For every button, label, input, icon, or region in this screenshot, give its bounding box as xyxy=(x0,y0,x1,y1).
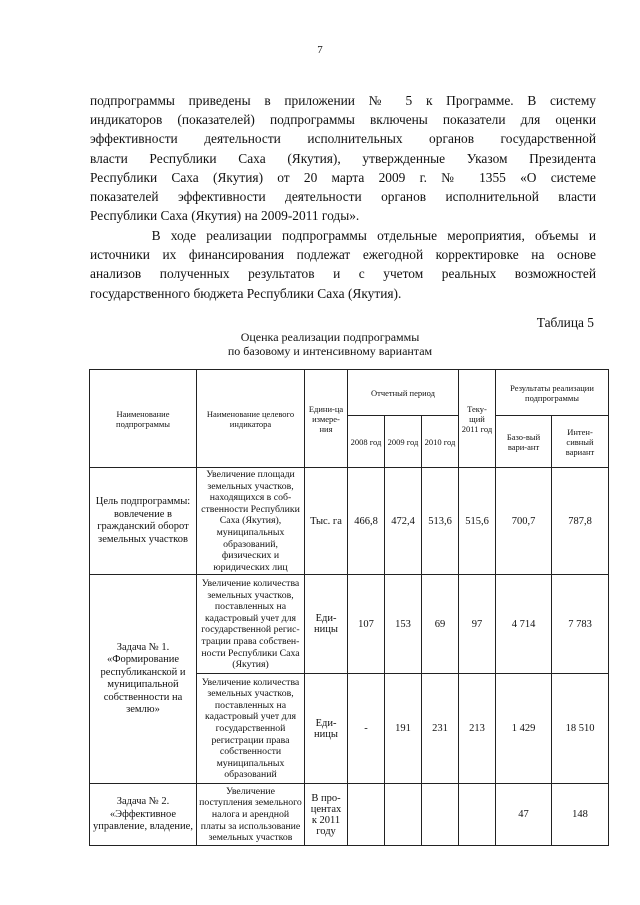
cell-2008 xyxy=(348,784,385,846)
page-number: 7 xyxy=(317,44,323,56)
paragraph-line: государственного бюджета Республики Саха (Якутия). xyxy=(90,285,402,301)
cell-unit: Тыс. га xyxy=(305,468,348,575)
cell-2009: 153 xyxy=(385,575,422,674)
cell-intensive: 7 783 xyxy=(552,575,609,674)
cell-intensive: 148 xyxy=(552,784,609,846)
paragraph-adjustment xyxy=(90,226,596,303)
table-row xyxy=(90,784,609,846)
header-year-2010: 2010 год xyxy=(422,416,459,468)
table-row xyxy=(90,575,609,674)
paragraph-indicators xyxy=(90,91,596,225)
table-label: Таблица 5 xyxy=(536,315,594,330)
cell-base: 1 429 xyxy=(496,674,552,784)
cell-unit: Еди-ницы xyxy=(305,575,348,674)
cell-base: 4 714 xyxy=(496,575,552,674)
cell-current: 213 xyxy=(459,674,496,784)
header-subprogram: Наименование подпрограммы xyxy=(90,370,197,468)
paragraph-line: Республики Саха (Якутия) от 20 марта 2009 г. № 1355 «О системе xyxy=(90,169,596,185)
cell-current xyxy=(459,784,496,846)
table-row xyxy=(90,468,609,575)
caption-line: Оценка реализации подпрограммы xyxy=(240,330,420,344)
cell-base: 700,7 xyxy=(496,468,552,575)
header-current-year: Теку-щий 2011 год xyxy=(459,370,496,468)
cell-indicator: Увеличение площади земельных участков, находящихся в соб-ственности Республики Саха (Якутия), муниципальных образований, физических и юридических лиц xyxy=(197,468,305,575)
cell-2009: 472,4 xyxy=(385,468,422,575)
cell-2008: - xyxy=(348,674,385,784)
paragraph-line: показателей эффективности деятельности органов исполнительной власти xyxy=(90,189,596,205)
cell-current: 515,6 xyxy=(459,468,496,575)
paragraph-line: В ходе реализации подпрограммы отдельные мероприятия, объемы и xyxy=(90,228,596,243)
cell-subprogram: Задача № 1. «Формирование республиканской и муниципальной собственности на землю» xyxy=(90,575,197,784)
evaluation-table xyxy=(89,369,609,846)
cell-2010 xyxy=(422,784,459,846)
cell-indicator: Увеличение количества земельных участков, поставленных на кадастровый учет для государственной регистрации права собственности муниципальных образований xyxy=(197,674,305,784)
paragraph-line: эффективности деятельности исполнительных органов государственной xyxy=(90,131,596,147)
table-caption xyxy=(200,330,460,358)
paragraph-line: источники их финансирования подлежат ежегодной корректировке на основе xyxy=(90,247,596,263)
cell-2010: 513,6 xyxy=(422,468,459,575)
header-reporting-period: Отчетный период xyxy=(348,370,459,416)
cell-2009: 191 xyxy=(385,674,422,784)
paragraph-line: анализов полученных результатов и с учетом реальных возможностей xyxy=(90,266,596,282)
cell-unit: В про-центах к 2011 году xyxy=(305,784,348,846)
cell-indicator: Увеличение количества земельных участков, поставленных на кадастровый учет для государственной регис-трации права собствен-ности Республики Саха (Якутия) xyxy=(197,575,305,674)
cell-2010: 69 xyxy=(422,575,459,674)
cell-2010: 231 xyxy=(422,674,459,784)
header-results: Результаты реализации подпрограммы xyxy=(496,370,609,416)
paragraph-line: Республики Саха (Якутия) на 2009-2011 годы». xyxy=(90,208,360,224)
cell-base: 47 xyxy=(496,784,552,846)
header-indicator: Наименование целевого индикатора xyxy=(197,370,305,468)
header-intensive-variant: Интен-сивный вариант xyxy=(552,416,609,468)
cell-2008: 466,8 xyxy=(348,468,385,575)
header-base-variant: Базо-вый вари-ант xyxy=(496,416,552,468)
cell-2009 xyxy=(385,784,422,846)
header-year-2009: 2009 год xyxy=(385,416,422,468)
paragraph-line: власти Республики Саха (Якутия), утвержденные Указом Президента xyxy=(90,150,596,166)
cell-subprogram: Задача № 2. «Эффективное управление, владение, xyxy=(90,784,197,846)
cell-unit: Еди-ницы xyxy=(305,674,348,784)
cell-current: 97 xyxy=(459,575,496,674)
cell-intensive: 18 510 xyxy=(552,674,609,784)
paragraph-line: индикаторов (показателей) подпрограммы включены показатели для оценки xyxy=(90,112,596,128)
paragraph-line: подпрограммы приведены в приложении № 5 к Программе. В систему xyxy=(90,93,596,108)
caption-line: по базовому и интенсивному вариантам xyxy=(227,344,433,358)
cell-subprogram: Цель подпрограммы: вовлечение в гражданский оборот земельных участков xyxy=(90,468,197,575)
cell-2008: 107 xyxy=(348,575,385,674)
header-unit: Едини-ца измере-ния xyxy=(305,370,348,468)
header-year-2008: 2008 год xyxy=(348,416,385,468)
cell-indicator: Увеличение поступления земельного налога и арендной платы за использование земельных участков xyxy=(197,784,305,846)
cell-intensive: 787,8 xyxy=(552,468,609,575)
